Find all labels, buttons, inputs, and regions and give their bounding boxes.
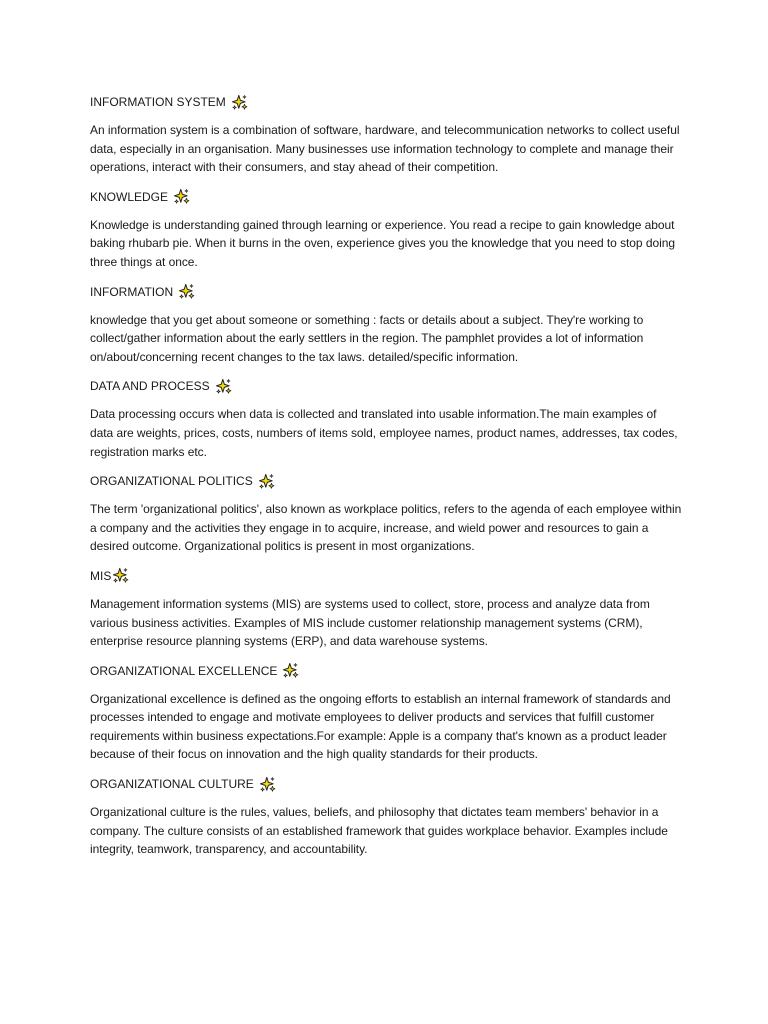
section-heading: [90, 92, 682, 112]
heading-text: INFORMATION SYSTEM: [90, 95, 226, 109]
sparkles-icon: [178, 283, 195, 300]
heading-text: ORGANIZATIONAL EXCELLENCE: [90, 663, 278, 678]
section-data-and-process: [90, 376, 682, 461]
section-body: knowledge that you get about someone or something : facts or details about a subject. They're working to collect/gather information about the early settlers in the region. The pamphlet provides a lot of information on/about/concerning recent changes to the tax laws. detailed/specific information.: [90, 312, 644, 364]
sparkles-icon: [231, 94, 248, 111]
section-heading: [90, 471, 682, 491]
section-organizational-excellence: [90, 661, 682, 764]
heading-text: MIS: [90, 568, 112, 583]
section-body: The term 'organizational politics', also known as workplace politics, refers to the agenda of each employee within a company and the activities they engage in to acquire, increase, and wield power and resources to gain a desired outcome. Organizational politics is present in most organizations.: [90, 502, 682, 554]
section-organizational-politics: [90, 471, 682, 556]
heading-text: ORGANIZATIONAL CULTURE: [90, 777, 254, 792]
section-heading: [90, 774, 682, 794]
section-heading: [90, 661, 682, 681]
document-page: [90, 92, 682, 869]
sparkles-icon: [173, 188, 190, 205]
section-body: Management information systems (MIS) are systems used to collect, store, process and analyze data from various business activities. Examples of MIS include customer relationship management systems (CRM), enterprise resource planning systems (ERP), and data warehouse systems.: [90, 596, 650, 649]
sparkles-icon: [282, 662, 299, 679]
heading-text: ORGANIZATIONAL POLITICS: [90, 474, 253, 489]
section-body: Organizational culture is the rules, values, beliefs, and philosophy that dictates team members' behavior in a company. The culture consists of an established framework that guides workplace behavior. Examples include integrity, teamwork, transparency, and accountability.: [90, 805, 668, 857]
section-heading: [90, 566, 682, 586]
sparkles-icon: [112, 567, 129, 584]
section-information-system: [90, 92, 682, 177]
sparkles-icon: [258, 473, 275, 490]
section-body: Organizational excellence is defined as the ongoing efforts to establish an internal framework of standards and processes intended to engage and motivate employees to deliver products and services that fulfill customer requirements within business expectations.For example: Apple is a company that's known as a product leader because of their focus on innovation and the high quality standards for their products.: [90, 691, 671, 762]
section-heading: [90, 187, 682, 207]
heading-text: KNOWLEDGE: [90, 189, 169, 204]
section-mis: [90, 566, 682, 651]
section-organizational-culture: [90, 774, 682, 859]
section-heading: [90, 282, 682, 302]
section-information: [90, 282, 682, 367]
section-heading: [90, 376, 682, 396]
section-body: Knowledge is understanding gained through learning or experience. You read a recipe to gain knowledge about baking rhubarb pie. When it burns in the oven, experience gives you the knowledge that you need to stop doing three things at once.: [90, 217, 675, 269]
heading-text: INFORMATION: [90, 284, 174, 299]
section-body: Data processing occurs when data is collected and translated into usable information.The main examples of data are weights, prices, costs, numbers of items sold, employee names, product names, addresses, tax codes, registration marks etc.: [90, 407, 678, 459]
section-knowledge: [90, 187, 682, 272]
sparkles-icon: [215, 378, 232, 395]
heading-text: DATA AND PROCESS: [90, 379, 210, 394]
sparkles-icon: [259, 776, 276, 793]
section-body: An information system is a combination of software, hardware, and telecommunication networks to collect useful data, especially in an organisation. Many businesses use information technology to complete and manage their operations, interact with their consumers, and stay ahead of their competition.: [90, 123, 680, 175]
